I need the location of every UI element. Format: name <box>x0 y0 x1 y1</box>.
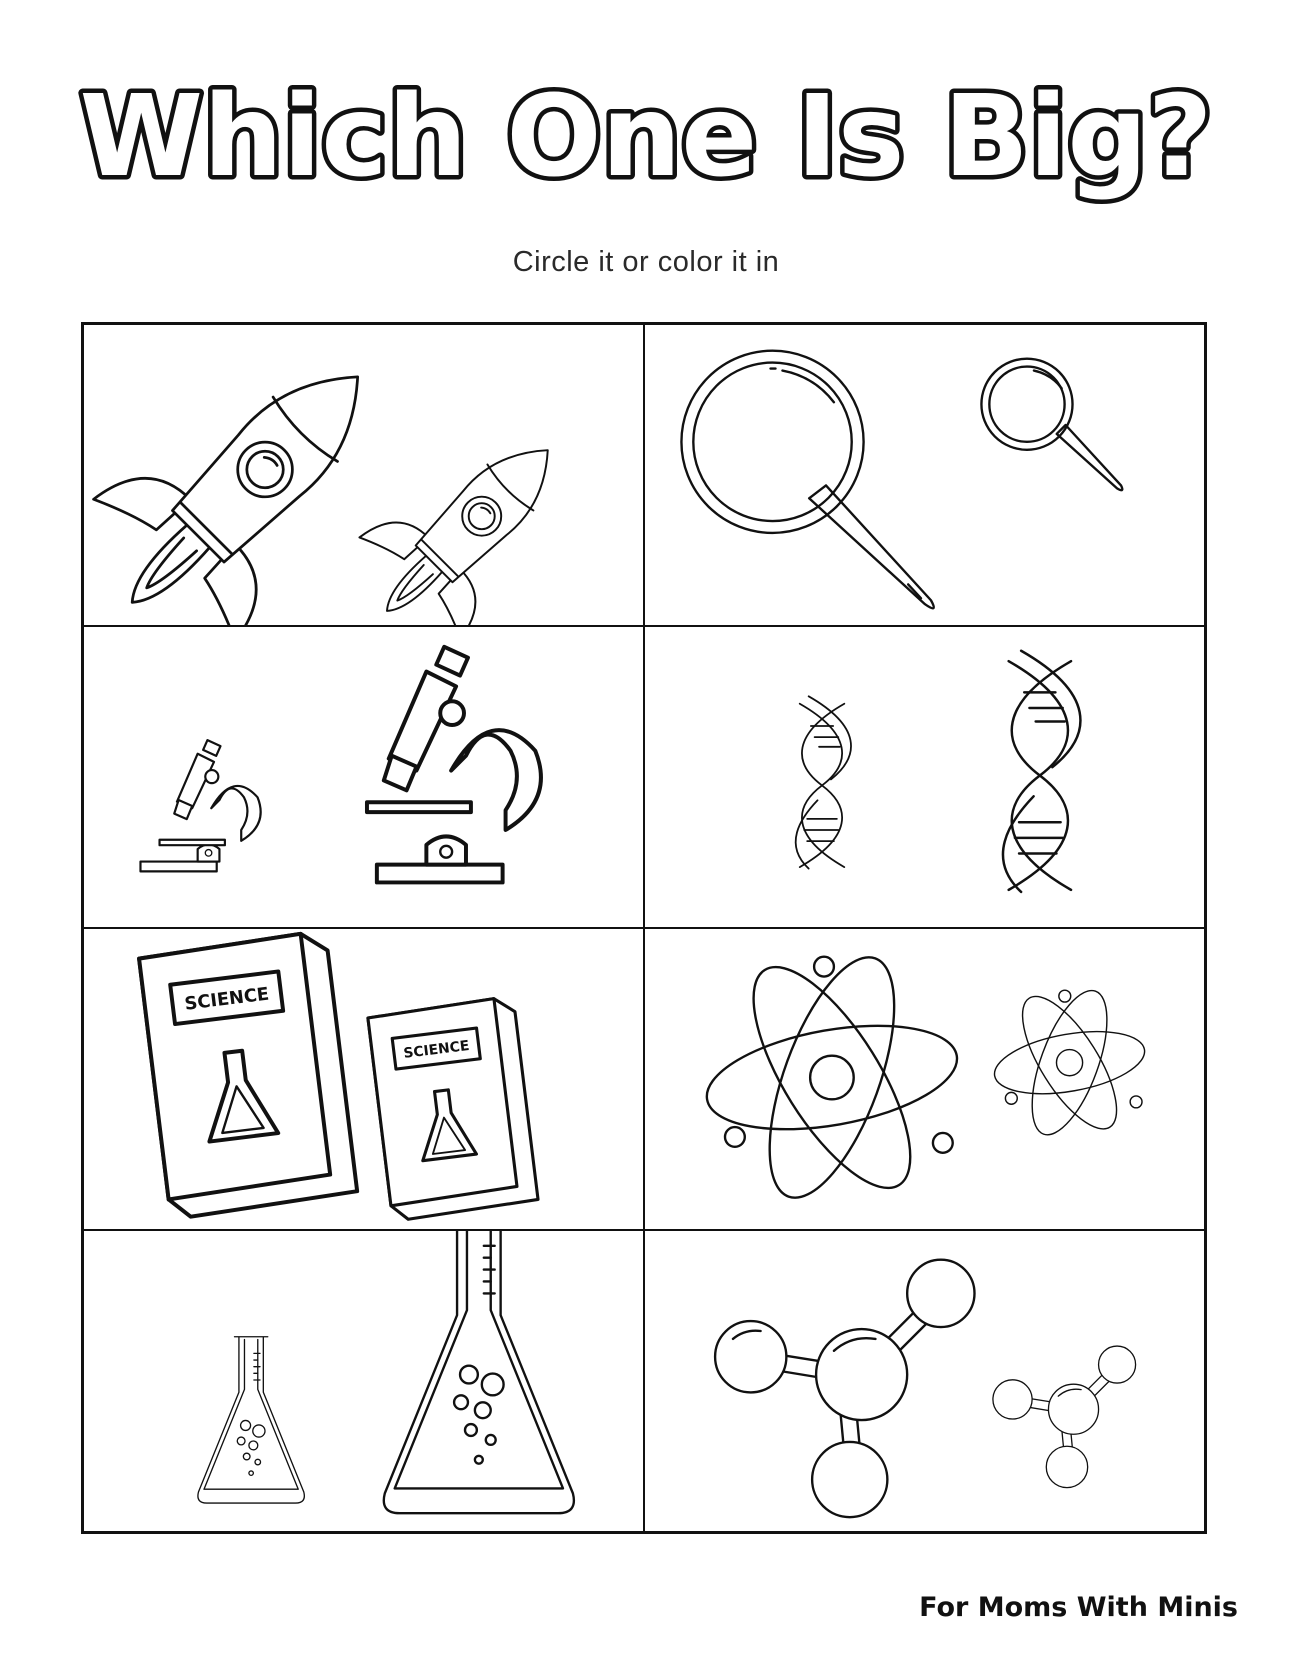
book-cell[interactable] <box>83 928 644 1230</box>
dna-cell[interactable] <box>644 626 1205 928</box>
microscope-big-icon[interactable] <box>367 647 541 883</box>
magnifier-big-icon[interactable] <box>681 351 933 609</box>
page-title: Which One Is Big? <box>79 72 1213 202</box>
microscope-small-icon[interactable] <box>140 740 260 871</box>
footer-brand: For Moms With Minis <box>919 1592 1238 1623</box>
magnifier-small-icon[interactable] <box>981 359 1122 491</box>
atom-cell[interactable] <box>644 928 1205 1230</box>
dna-pair <box>645 627 1204 927</box>
molecule-small-icon[interactable] <box>993 1346 1136 1488</box>
microscope-cell[interactable] <box>83 626 644 928</box>
instructions: Circle it or color it in <box>512 246 780 278</box>
rocket-pair <box>84 325 643 625</box>
worksheet-grid <box>81 322 1207 1534</box>
molecule-pair <box>645 1231 1204 1531</box>
magnifier-cell[interactable] <box>644 324 1205 626</box>
molecule-cell[interactable] <box>644 1230 1205 1532</box>
molecule-big-icon[interactable] <box>715 1260 974 1517</box>
flask-pair <box>84 1231 643 1531</box>
microscope-pair <box>84 627 643 927</box>
book-big-icon[interactable] <box>138 931 357 1219</box>
flask-cell[interactable] <box>83 1230 644 1532</box>
flask-big-icon[interactable] <box>384 1231 574 1513</box>
book-small-icon[interactable] <box>367 996 538 1221</box>
atom-small-icon[interactable] <box>990 981 1150 1143</box>
book-pair <box>84 929 643 1229</box>
rocket-cell[interactable] <box>83 324 644 626</box>
dna-small-icon[interactable] <box>796 696 851 868</box>
rocket-small-icon[interactable] <box>336 400 598 625</box>
page-title-area <box>0 60 1292 210</box>
rocket-big-icon[interactable] <box>84 325 428 625</box>
atom-big-icon[interactable] <box>699 942 965 1213</box>
magnifier-pair <box>645 325 1204 625</box>
book-small-label: SCIENCE <box>402 1037 471 1062</box>
dna-big-icon[interactable] <box>1003 651 1080 892</box>
book-big-label: SCIENCE <box>183 983 271 1015</box>
atom-pair <box>645 929 1204 1229</box>
flask-small-icon[interactable] <box>198 1337 304 1503</box>
